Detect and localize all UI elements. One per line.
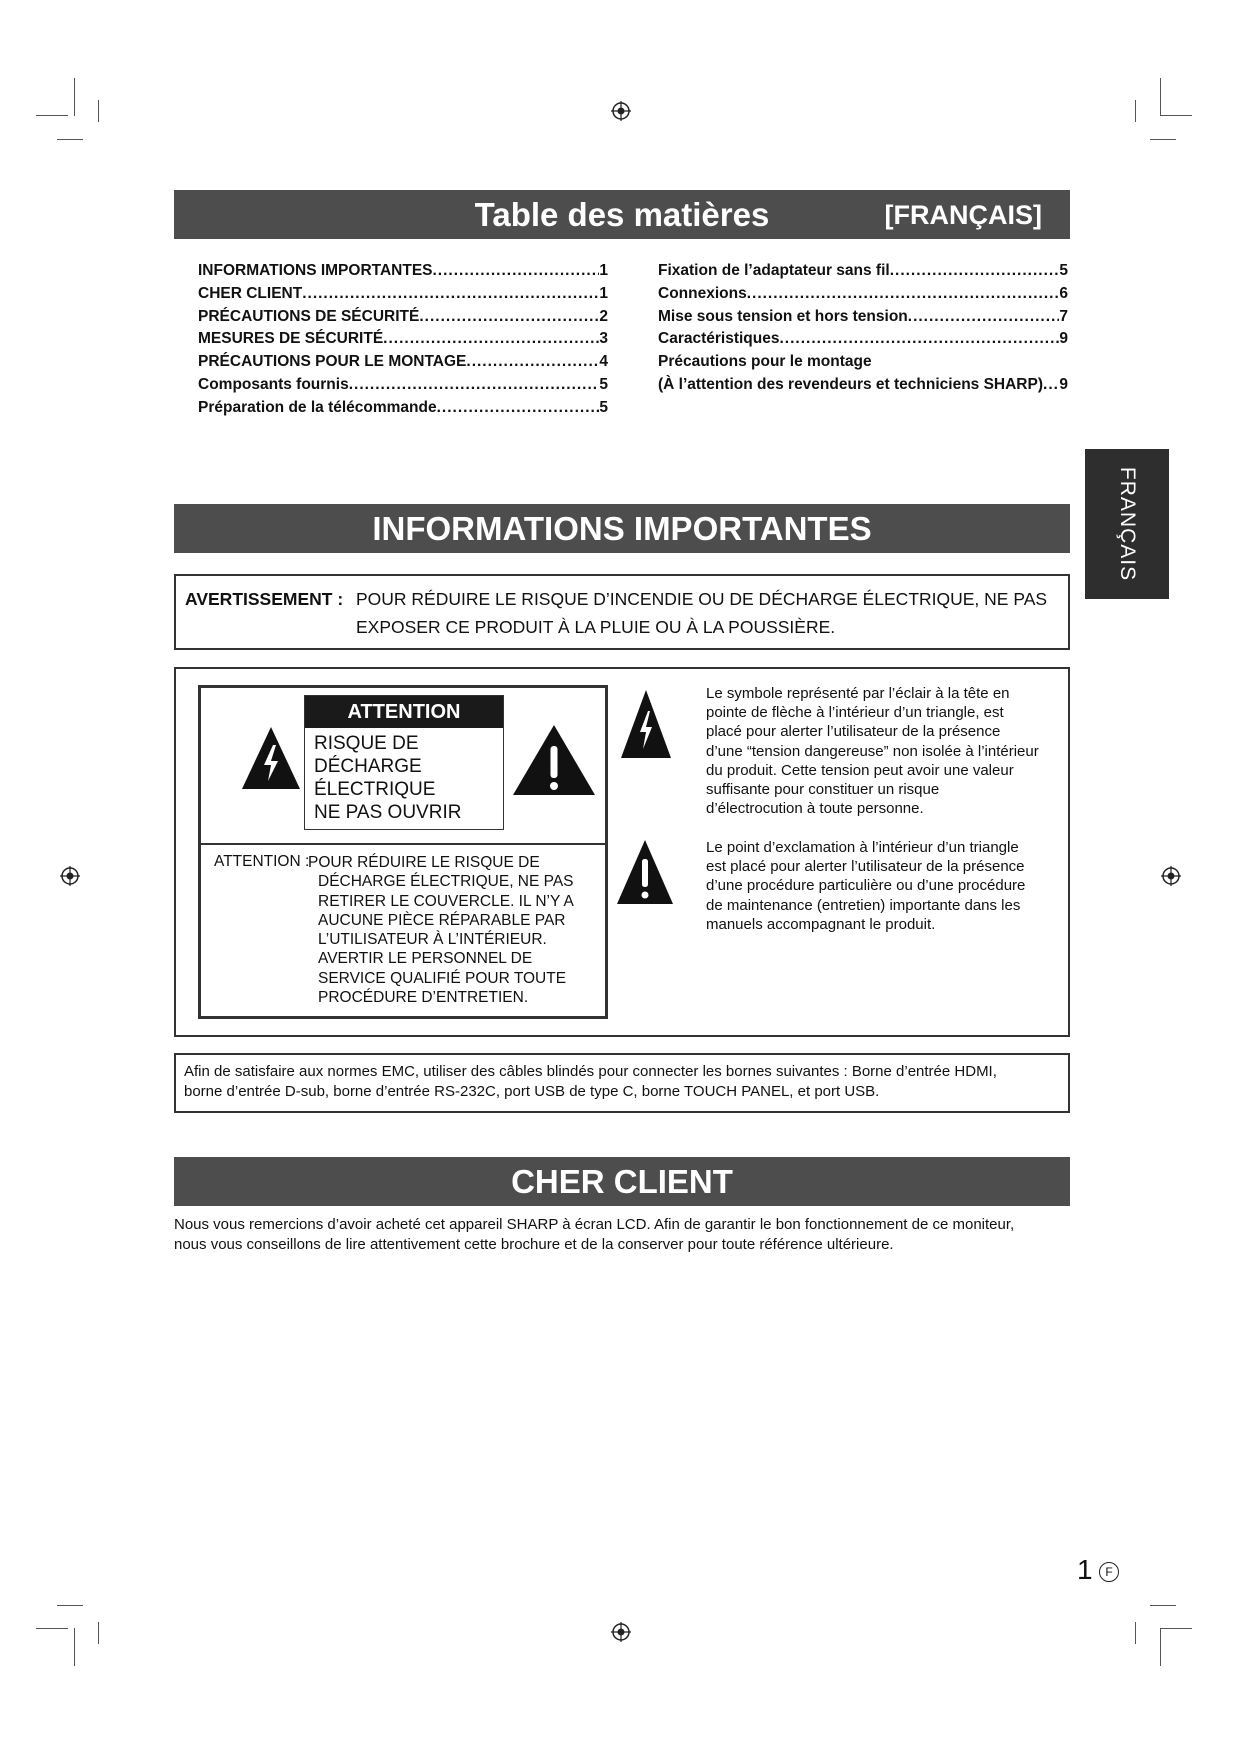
crop-mark (36, 115, 68, 116)
registration-mark-icon (60, 866, 80, 886)
emc-text-line1: Afin de satisfaire aux normes EMC, utiliser des câbles blindés pour connecter les bornes suivantes : Borne d’entrée HDMI, (184, 1063, 997, 1080)
toc-entry[interactable]: Mise sous tension et hors tension ..... 7 (658, 308, 1068, 331)
lightning-symbol-icon (620, 689, 672, 759)
language-circle-mark: F (1099, 1562, 1119, 1582)
caution-divider (201, 843, 605, 845)
toc-title: Table des matières (474, 196, 770, 233)
emc-text-line2: borne d’entrée D-sub, borne d’entrée RS-232C, port USB de type C, borne TOUCH PANEL, et port USB. (184, 1082, 880, 1100)
crop-mark (98, 1622, 99, 1644)
crop-mark (1160, 1628, 1192, 1629)
language-side-tab (1085, 449, 1169, 599)
warning-box (174, 574, 1070, 650)
toc-entry[interactable]: Préparation de la télécommande ..... 5 (198, 399, 608, 422)
toc-entry[interactable]: Caractéristiques ..... 9 (658, 330, 1068, 353)
exclamation-description: Le point d’exclamation à l’intérieur d’un triangle est placé pour alerter l’utilisateur de la présence d’une procédure particulière ou d’une procédure de maintenance (entretien) importante dans les manuels accompagnant le produit. (706, 839, 1026, 933)
emc-notice-box (174, 1053, 1070, 1113)
side-tab-label: FRANÇAIS (1116, 466, 1139, 582)
crop-mark (1150, 139, 1176, 140)
crop-mark (1160, 1628, 1161, 1666)
toc-entry[interactable]: Connexions ..... 6 (658, 285, 1068, 308)
crop-mark (36, 1628, 68, 1629)
toc-entry[interactable]: PRÉCAUTIONS DE SÉCURITÉ ..... 2 (198, 308, 608, 331)
warning-text-line1: POUR RÉDUIRE LE RISQUE D’INCENDIE OU DE DÉCHARGE ÉLECTRIQUE, NE PAS (356, 589, 1048, 609)
crop-mark (57, 1605, 83, 1606)
toc-right-column (658, 262, 1068, 399)
info-header-bar (174, 504, 1070, 553)
client-text-line2: nous vous conseillons de lire attentivement cette brochure et de la conserver pour toute référence ultérieure. (174, 1235, 894, 1253)
exclamation-symbol-icon (616, 839, 674, 905)
crop-mark (57, 139, 83, 140)
page-number: 1 (1077, 1554, 1093, 1585)
exclamation-warning-icon (512, 724, 596, 796)
caution-line: ÉLECTRIQUE (314, 779, 436, 800)
caution-line: RISQUE DE (314, 733, 419, 754)
crop-mark (74, 1628, 75, 1666)
caution-label-box (198, 685, 608, 1019)
client-paragraph (174, 1215, 1014, 1254)
attention-label: ATTENTION : (214, 853, 310, 870)
caution-title: ATTENTION (305, 696, 503, 728)
toc-entry[interactable]: INFORMATIONS IMPORTANTES ..... 1 (198, 262, 608, 285)
info-heading: INFORMATIONS IMPORTANTES (372, 510, 872, 547)
caution-line: NE PAS OUVRIR (314, 802, 462, 823)
crop-mark (98, 100, 99, 122)
toc-header-bar (174, 190, 1070, 239)
attention-text: POUR RÉDUIRE LE RISQUE DE DÉCHARGE ÉLECTRIQUE, NE PAS RETIRER LE COUVERCLE. IL N’Y A AUCUNE PIÈCE RÉPARABLE PAR L’UTILISATEUR À L’INTÉRIEUR. AVERTIR LE PERSONNEL DE SERVICE QUALIFIÉ POUR TOUTE PROCÉDURE D’ENTRETIEN. (308, 854, 574, 1007)
toc-entry[interactable]: PRÉCAUTIONS POUR LE MONTAGE ..... 4 (198, 353, 608, 376)
crop-mark (1160, 115, 1192, 116)
registration-mark-icon (611, 101, 631, 121)
crop-mark (1150, 1605, 1176, 1606)
toc-entry[interactable]: Composants fournis ..... 5 (198, 376, 608, 399)
safety-symbols-box (174, 667, 1070, 1037)
crop-mark (1160, 78, 1161, 116)
caution-line: DÉCHARGE (314, 756, 422, 777)
registration-mark-icon (1161, 866, 1181, 886)
warning-text-line2: EXPOSER CE PRODUIT À LA PLUIE OU À LA POUSSIÈRE. (356, 617, 836, 637)
toc-entry[interactable]: MESURES DE SÉCURITÉ ..... 3 (198, 330, 608, 353)
warning-label: AVERTISSEMENT : (185, 589, 344, 609)
lightning-warning-icon (241, 726, 301, 790)
caution-text-block (304, 695, 504, 830)
toc-entry[interactable]: Fixation de l’adaptateur sans fil ..... 5 (658, 262, 1068, 285)
client-text-line1: Nous vous remercions d’avoir acheté cet appareil SHARP à écran LCD. Afin de garantir le bon fonctionnement de ce moniteur, (174, 1216, 1015, 1233)
toc-entry-subheading: Précautions pour le montage (658, 353, 872, 371)
crop-mark (1135, 100, 1136, 122)
client-header-bar (174, 1157, 1070, 1206)
toc-left-column (198, 262, 608, 422)
toc-entry[interactable]: (À l’attention des revendeurs et techniciens SHARP) ..... 9 (658, 376, 1068, 399)
crop-mark (74, 78, 75, 116)
crop-mark (1135, 1622, 1136, 1644)
registration-mark-icon (611, 1622, 631, 1642)
client-heading: CHER CLIENT (511, 1163, 733, 1200)
toc-language-label: [FRANÇAIS] (884, 200, 1042, 230)
lightning-description: Le symbole représenté par l’éclair à la tête en pointe de flèche à l’intérieur d’un triangle, est placé pour alerter l’utilisateur de la présence d’une “tension dangereuse” non isolée à l’intérieur du produit. Cette tension peut avoir une valeur suffisante pour constituer un risque d’électrocution à toute personne. (706, 685, 1039, 818)
toc-entry[interactable]: CHER CLIENT ..... 1 (198, 285, 608, 308)
